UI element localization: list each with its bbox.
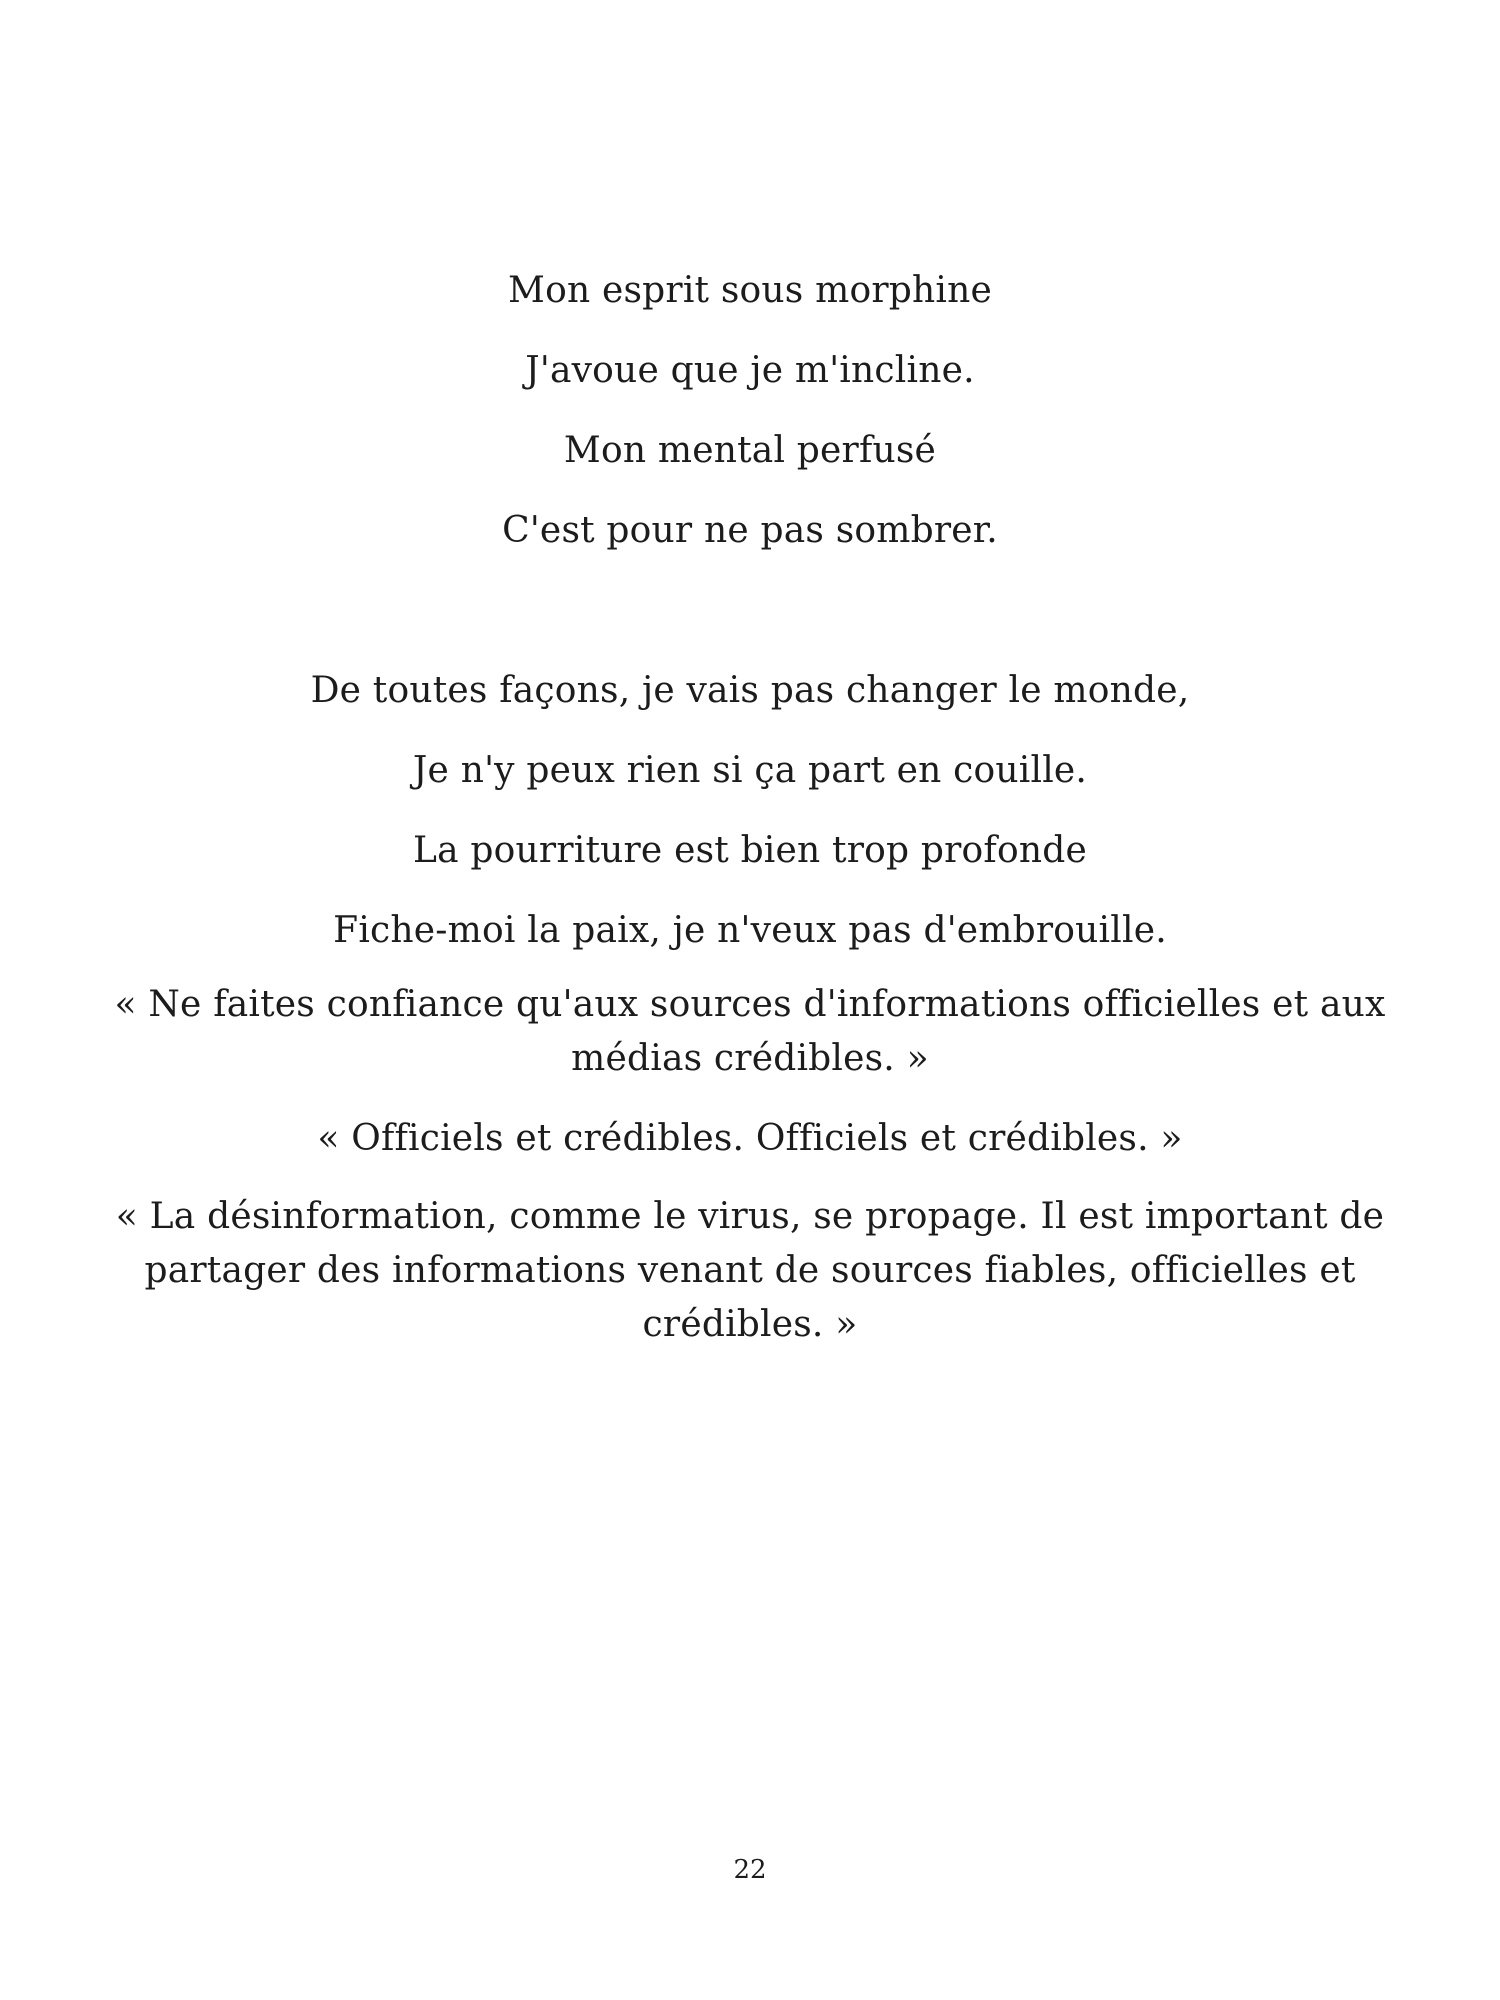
verse-line: Fiche-moi la paix, je n'veux pas d'embrouille.	[333, 910, 1167, 951]
page-number: 22	[733, 1855, 767, 1885]
verse-line: La pourriture est bien trop profonde	[413, 830, 1087, 871]
verse-line: Mon mental perfusé	[563, 430, 937, 471]
quote-paragraph: « La désinformation, comme le virus, se propage. Il est important de partager des informations venant de sources fiables, officielles et crédibles. »	[115, 1196, 1385, 1345]
quote-paragraph: « Ne faites confiance qu'aux sources d'informations officielles et aux médias crédibles. »	[114, 984, 1386, 1079]
verse-line: De toutes façons, je vais pas changer le monde,	[310, 670, 1190, 711]
verse-line: Mon esprit sous morphine	[508, 270, 992, 311]
verse-line: J'avoue que je m'incline.	[525, 350, 975, 391]
quote-line: « Officiels et crédibles. Officiels et crédibles. »	[317, 1118, 1183, 1159]
verse-line: Je n'y peux rien si ça part en couille.	[412, 750, 1088, 791]
verse-line: C'est pour ne pas sombrer.	[502, 510, 998, 551]
